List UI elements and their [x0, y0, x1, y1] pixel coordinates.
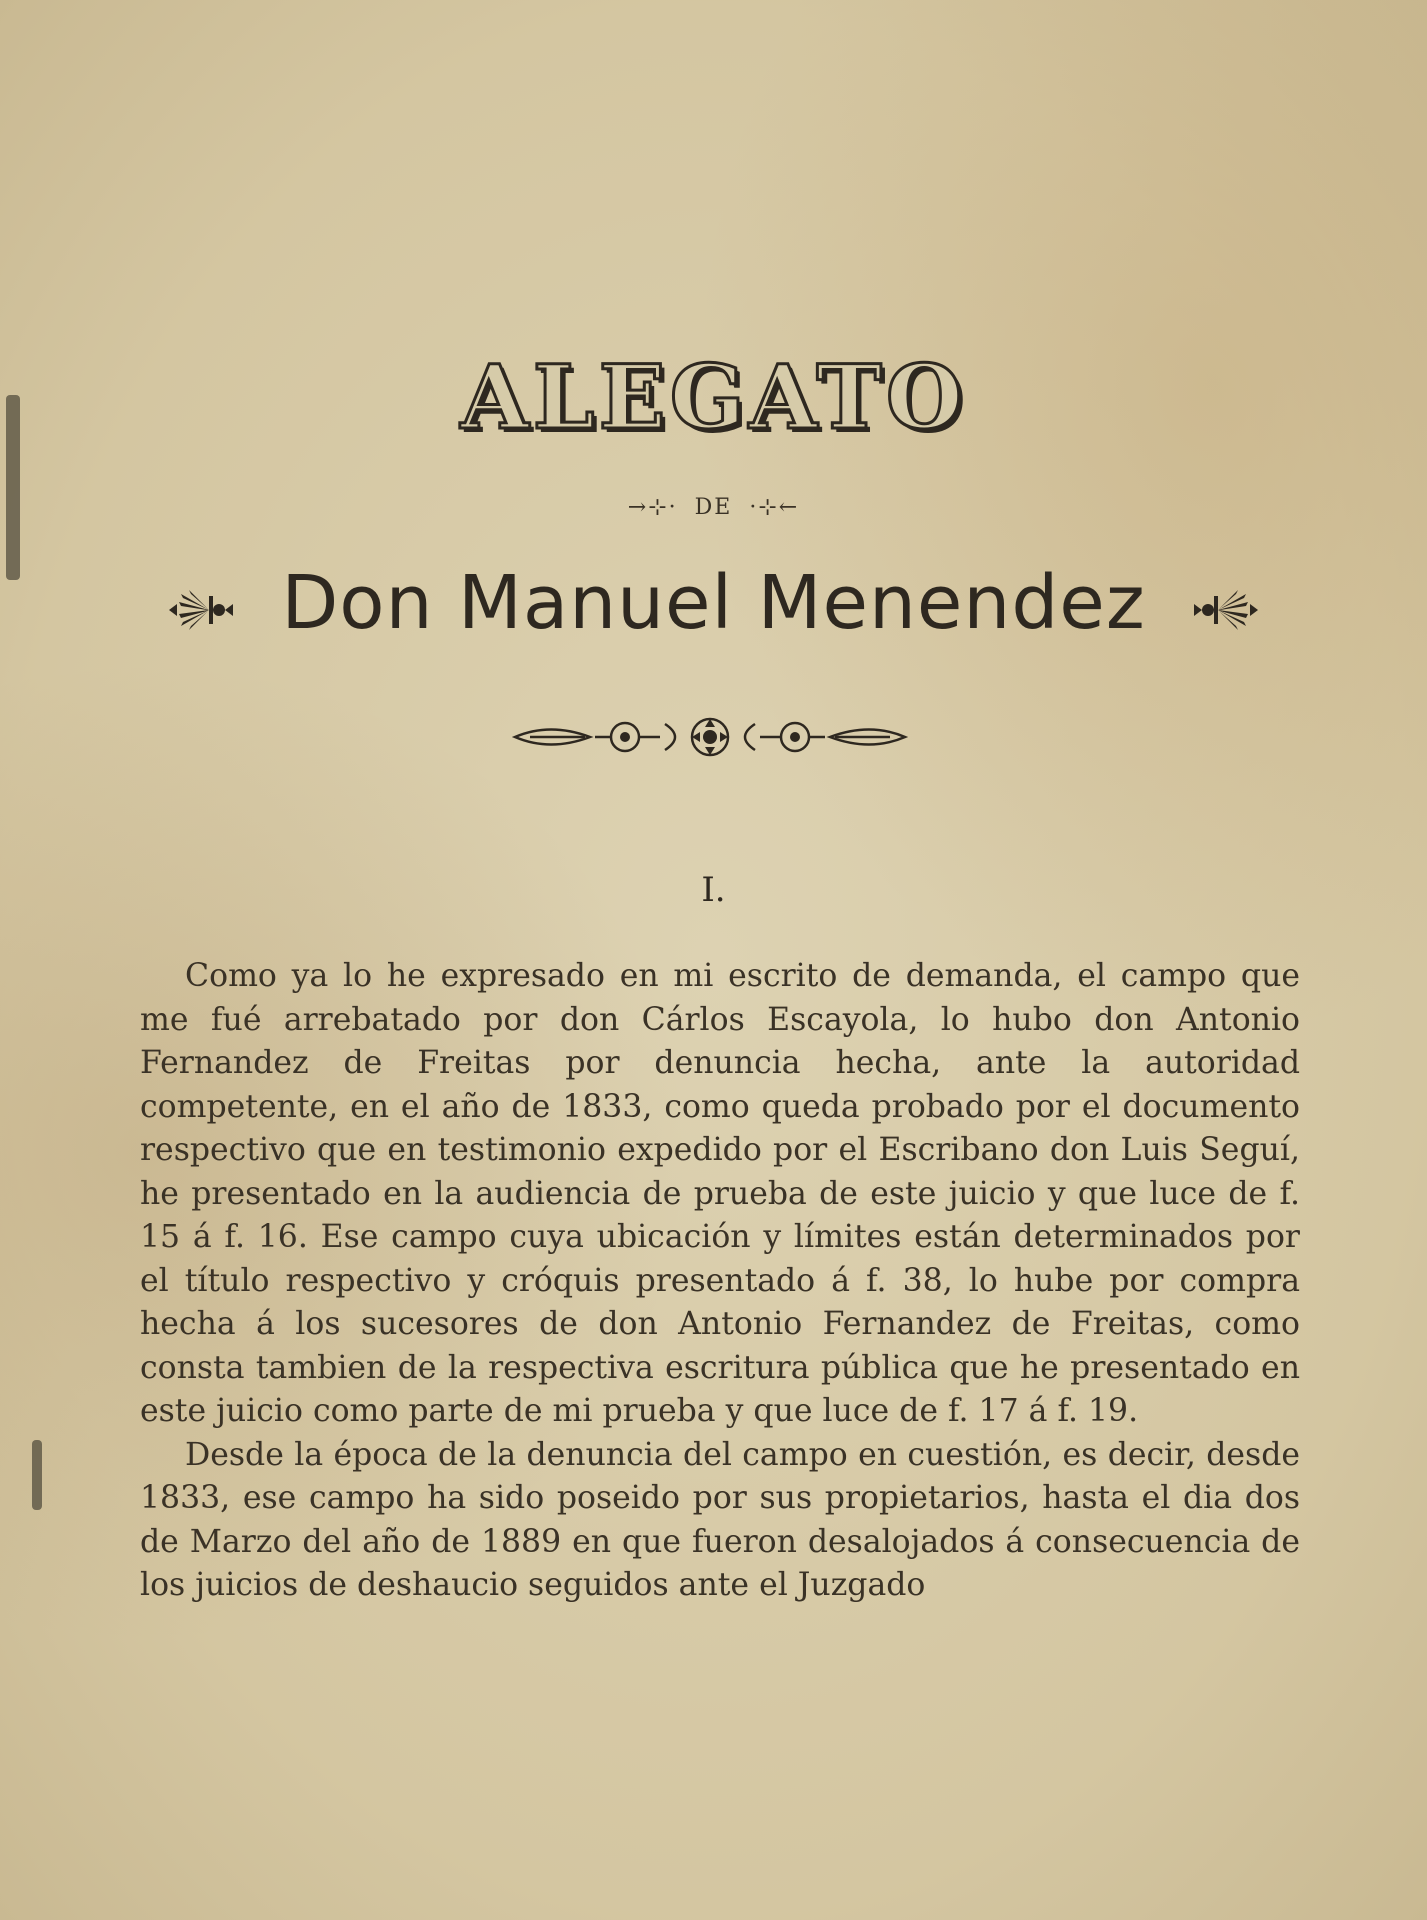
floral-divider-icon [510, 712, 910, 762]
page-title: ALEGATO [460, 345, 967, 449]
body-text [140, 955, 1300, 1608]
binding-mark [32, 1440, 42, 1510]
author-name-line [0, 560, 1427, 650]
de-line [0, 495, 1427, 520]
de-right-ornament: ·⊹← [749, 495, 800, 520]
flower-ornament-icon [1194, 564, 1258, 650]
section-number: I. [701, 870, 726, 910]
flower-ornament-icon [169, 564, 233, 650]
author-name: Don Manuel Menendez [281, 560, 1146, 646]
paragraph: Desde la época de la denuncia del campo en cuestión, es decir, desde 1833, ese campo ha sido poseido por sus propietarios, hasta el dia dos de Marzo del año de 1889 en que fueron desalojados á consecuencia de los juicios de deshaucio seguidos ante el Juzgado [140, 1436, 1300, 1603]
paragraph: Como ya lo he expresado en mi escrito de demanda, el campo que me fué arrebatado por don Cárlos Escayola, lo hubo don Antonio Fernandez de Freitas por denuncia hecha, ante la autoridad competente, en el año de 1833, como queda probado por el documento respectivo que en testimonio expedido por el Escribano don Luis Seguí, he presentado en la audiencia de prueba de este juicio y que luce de f. 15 á f. 16. Ese campo cuya ubicación y límites están determinados por el título respectivo y cróquis presentado á f. 38, lo hube por compra hecha á los sucesores de don Antonio Fernandez de Freitas, como consta tambien de la respectiva escritura pública que he presentado en este juicio como parte de mi prueba y que luce de f. 17 á f. 19. [140, 958, 1300, 1429]
de-left-ornament: →⊹· [627, 495, 678, 520]
de-text: DE [694, 495, 733, 520]
